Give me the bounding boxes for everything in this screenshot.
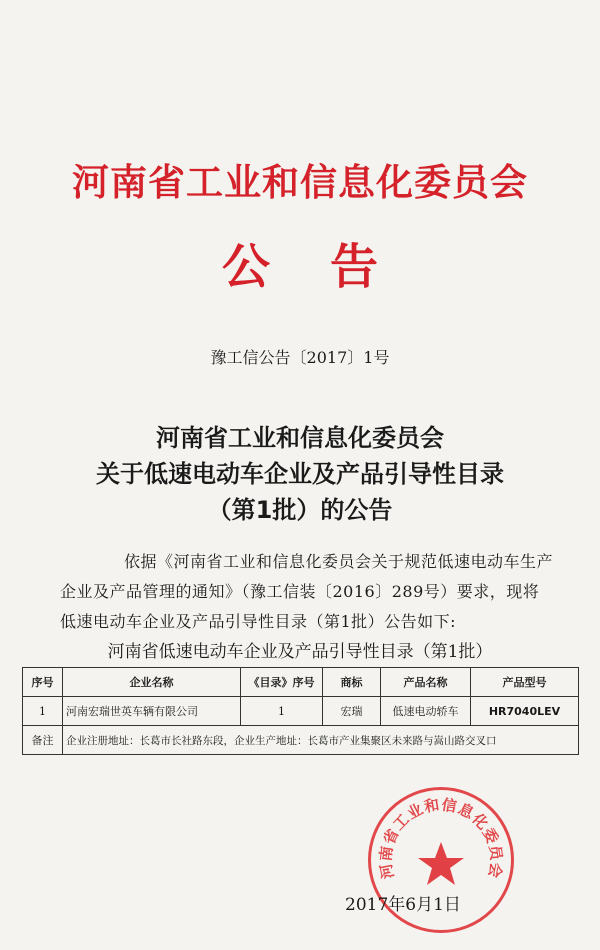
notice-type-heading: 公告 [221, 239, 438, 295]
document-number: 豫工信公告〔2017〕1号 [210, 348, 390, 367]
header-catalog-number: 《目录》序号 [241, 668, 323, 697]
body-line-3: 低速电动车企业及产品引导性目录（第1批）公告如下: [60, 612, 457, 631]
cell-serial: 1 [23, 697, 63, 726]
title-line-2: 关于低速电动车企业及产品引导性目录 [96, 460, 504, 488]
product-directory-table [22, 667, 579, 755]
header-serial: 序号 [23, 668, 63, 697]
remark-label: 备注 [23, 726, 63, 755]
body-line-1: 依据《河南省工业和信息化委员会关于规范低速电动车生产 [124, 552, 554, 571]
table-caption: 河南省低速电动车企业及产品引导性目录（第1批） [107, 642, 493, 662]
body-paragraph [60, 547, 580, 637]
header-trademark: 商标 [323, 668, 381, 697]
title-line-1: 河南省工业和信息化委员会 [156, 424, 444, 452]
table-header-row [23, 668, 579, 697]
table-row [23, 697, 579, 726]
issue-date: 2017年6月1日 [345, 895, 461, 915]
cell-trademark: 宏瑞 [323, 697, 381, 726]
title-line-3: （第1批）的公告 [207, 496, 393, 524]
cell-company-name: 河南宏瑞世英车辆有限公司 [63, 697, 241, 726]
body-line-2: 企业及产品管理的通知》（豫工信装〔2016〕289号）要求，现将 [60, 582, 540, 601]
cell-product-name: 低速电动轿车 [381, 697, 471, 726]
header-product-name: 产品名称 [381, 668, 471, 697]
cell-catalog-number: 1 [241, 697, 323, 726]
remark-text: 企业注册地址：长葛市长社路东段，企业生产地址：长葛市产业集聚区未来路与嵩山路交叉口 [63, 726, 579, 755]
header-product-model: 产品型号 [471, 668, 579, 697]
remark-row [23, 726, 579, 755]
header-company-name: 企业名称 [63, 668, 241, 697]
issuing-organization-header: 河南省工业和信息化委员会 [72, 161, 528, 204]
seal-star-icon [418, 842, 464, 885]
cell-product-model: HR7040LEV [471, 697, 579, 726]
seal-text: 河南省工业和信息化委员会 [376, 795, 506, 881]
